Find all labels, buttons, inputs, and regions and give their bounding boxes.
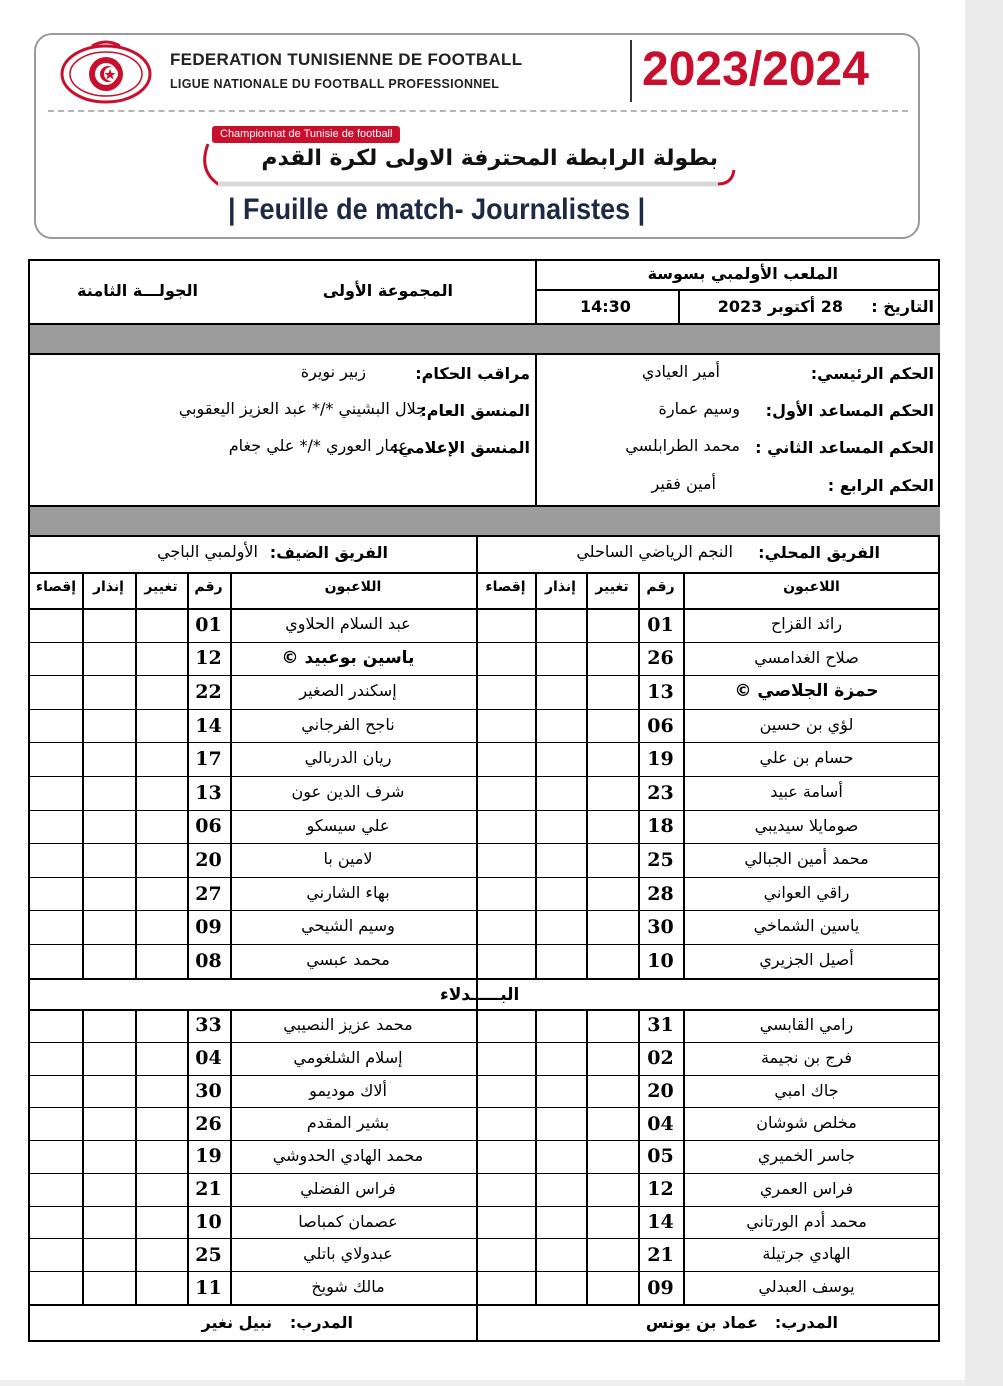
home-subs-player-name: يوسف العبدلي	[758, 1277, 855, 1297]
home-starters-expel-cell[interactable]	[476, 843, 535, 877]
championship-fr-label: Championnat de Tunisie de football	[212, 126, 400, 143]
home-starters-player-name: حمزة الجلاصي ©	[734, 681, 879, 702]
home-subs-player-name: مخلص شوشان	[756, 1113, 857, 1133]
away-subs-sub-cell[interactable]	[135, 1140, 187, 1173]
away-starters-sub-cell[interactable]	[135, 709, 187, 743]
home-subs-expel-cell[interactable]	[476, 1042, 535, 1075]
home-starters-warn-cell[interactable]	[535, 642, 586, 676]
away-starters-sub-cell[interactable]	[135, 910, 187, 944]
away-team-name: الأولمبي الباجي	[157, 542, 258, 561]
away-starters-expel-cell[interactable]	[30, 675, 82, 709]
home-subs-sub-cell[interactable]	[586, 1173, 638, 1206]
home-starters-player-name: صومايلا سيديبي	[754, 815, 859, 835]
away-subs-sub-cell[interactable]	[135, 1173, 187, 1206]
away-starters-number: 27	[195, 882, 222, 905]
observer-name: زبير نويرة	[300, 362, 366, 381]
league-name: LIGUE NATIONALE DU FOOTBALL PROFESSIONNEL	[170, 77, 500, 91]
home-starters-expel-cell[interactable]	[476, 776, 535, 810]
away-subs-expel-cell[interactable]	[30, 1009, 82, 1042]
away-subs-warn-cell[interactable]	[82, 1042, 135, 1075]
away-starters-warn-cell[interactable]	[82, 910, 135, 944]
away-starters-number: 20	[195, 848, 222, 871]
away-starters-sub-cell[interactable]	[135, 944, 187, 978]
away-starters-expel-cell[interactable]	[30, 742, 82, 776]
home-starters-expel-cell[interactable]	[476, 742, 535, 776]
away-subs-warn-cell[interactable]	[82, 1271, 135, 1304]
away-subs-player-name: بشير المقدم	[306, 1113, 390, 1133]
home-subs-expel-cell[interactable]	[476, 1075, 535, 1108]
home-starters-number: 23	[647, 781, 674, 804]
away-starters-expel-cell[interactable]	[30, 709, 82, 743]
home-subs-warn-cell[interactable]	[535, 1042, 586, 1075]
home-starters-number: 26	[647, 647, 674, 670]
away-subs-expel-cell[interactable]	[30, 1042, 82, 1075]
home-starters-sub-cell[interactable]	[586, 944, 638, 978]
away-starters-player-name: علي سيسكو	[306, 815, 390, 835]
away-coach-name: نبيل نغير	[201, 1313, 272, 1332]
away-starters-expel-cell[interactable]	[30, 608, 82, 642]
home-starters-sub-cell[interactable]	[586, 742, 638, 776]
away-subs-player-name: محمد الهادي الحدوشي	[272, 1146, 424, 1166]
federation-name: FEDERATION TUNISIENNE DE FOOTBALL	[170, 50, 523, 69]
away-subs-number: 21	[195, 1178, 222, 1201]
away-subs-number: 11	[195, 1276, 222, 1299]
away-starters-warn-cell[interactable]	[82, 776, 135, 810]
home-subs-player-name: جاك امبي	[774, 1080, 839, 1100]
home-starters-number: 10	[647, 949, 674, 972]
home-starters-warn-cell[interactable]	[535, 608, 586, 642]
match-date: 28 أكتوبر 2023	[717, 297, 843, 316]
home-starters-number: 25	[647, 848, 674, 871]
away-starters-sub-cell[interactable]	[135, 810, 187, 844]
home-starters-player-name: أسامة عبيد	[770, 782, 843, 801]
away-subs-warn-cell[interactable]	[82, 1009, 135, 1042]
away-starters-sub-cell[interactable]	[135, 776, 187, 810]
grid-vline	[683, 572, 685, 978]
championship-ar-title: بطولة الرابطة المحترفة الاولى لكرة القدم	[261, 146, 718, 171]
away-subs-number: 26	[195, 1112, 222, 1135]
away-starters-warn-cell[interactable]	[82, 742, 135, 776]
away-starters-expel-cell[interactable]	[30, 944, 82, 978]
away-subs-player-name: محمد عزيز النصيبي	[283, 1015, 413, 1034]
away-subs-player-name: عصمان كمباصا	[298, 1211, 398, 1231]
fourth-official-label: الحكم الرابع :	[827, 476, 934, 495]
away-starters-player-name: ناجح الفرجاني	[301, 714, 395, 734]
page-edge	[965, 0, 1003, 1386]
away-col-sub-header: تغيير	[144, 579, 178, 595]
home-subs-sub-cell[interactable]	[586, 1140, 638, 1173]
away-col-players-header: اللاعبون	[324, 579, 382, 595]
stadium-name: الملعب الأولمبي بسوسة	[647, 264, 838, 283]
away-starters-warn-cell[interactable]	[82, 709, 135, 743]
info-divider	[535, 261, 537, 323]
referee-name: أمير العيادي	[641, 362, 720, 381]
home-subs-sub-cell[interactable]	[586, 1075, 638, 1108]
away-subs-expel-cell[interactable]	[30, 1173, 82, 1206]
home-subs-sub-cell[interactable]	[586, 1238, 638, 1271]
home-starters-number: 01	[647, 613, 674, 636]
grid-vline	[230, 572, 232, 978]
away-starters-sub-cell[interactable]	[135, 843, 187, 877]
away-subs-sub-cell[interactable]	[135, 1009, 187, 1042]
general-coordinator-names: جلال البشيني */* عبد العزيز اليعقوبي	[178, 399, 426, 418]
grid-vline	[230, 1009, 232, 1304]
away-subs-warn-cell[interactable]	[82, 1173, 135, 1206]
home-subs-player-name: الهادي جرتيلة	[762, 1244, 851, 1264]
home-subs-number: 14	[647, 1211, 674, 1234]
away-starters-sub-cell[interactable]	[135, 742, 187, 776]
home-starters-expel-cell[interactable]	[476, 709, 535, 743]
away-starters-sub-cell[interactable]	[135, 877, 187, 911]
home-subs-number: 05	[647, 1145, 674, 1168]
home-starters-sub-cell[interactable]	[586, 810, 638, 844]
home-coach-name: عماد بن يونس	[645, 1313, 758, 1332]
home-starters-warn-cell[interactable]	[535, 776, 586, 810]
away-starters-number: 17	[195, 748, 222, 771]
away-subs-number: 19	[195, 1145, 222, 1168]
away-starters-number: 08	[195, 949, 222, 972]
home-team-label: الفريق المحلي:	[758, 543, 880, 562]
home-starters-expel-cell[interactable]	[476, 675, 535, 709]
home-starters-number: 30	[647, 916, 674, 939]
away-starters-warn-cell[interactable]	[82, 810, 135, 844]
away-subs-player-name: عبدولاي باتلي	[303, 1244, 393, 1264]
away-starters-expel-cell[interactable]	[30, 776, 82, 810]
away-starters-player-name: ياسين بوعبيد ©	[281, 647, 415, 668]
away-coach-label: المدرب:	[289, 1313, 353, 1332]
home-starters-warn-cell[interactable]	[535, 810, 586, 844]
observer-label: مراقب الحكام:	[415, 364, 530, 383]
away-col-warn-header: إنذار	[92, 579, 124, 595]
home-subs-number: 02	[647, 1047, 674, 1070]
home-starters-player-name: لؤي بن حسين	[759, 714, 854, 734]
kickoff-time: 14:30	[580, 297, 631, 316]
home-subs-warn-cell[interactable]	[535, 1075, 586, 1108]
home-starters-expel-cell[interactable]	[476, 944, 535, 978]
assistant1-label: الحكم المساعد الأول:	[765, 401, 934, 420]
away-starters-warn-cell[interactable]	[82, 877, 135, 911]
home-starters-warn-cell[interactable]	[535, 843, 586, 877]
away-subs-warn-cell[interactable]	[82, 1107, 135, 1140]
assistant1-name: وسيم عمارة	[658, 399, 740, 418]
home-starters-player-name: محمد أمين الجبالي	[744, 849, 869, 869]
home-subs-number: 20	[647, 1079, 674, 1102]
time-divider	[678, 289, 680, 323]
home-subs-warn-cell[interactable]	[535, 1140, 586, 1173]
home-starters-expel-cell[interactable]	[476, 910, 535, 944]
away-subs-sub-cell[interactable]	[135, 1271, 187, 1304]
substitutes-title: البـــــدلاء	[440, 985, 520, 1005]
grid-vline	[683, 1009, 685, 1304]
home-subs-warn-cell[interactable]	[535, 1206, 586, 1239]
home-starters-warn-cell[interactable]	[535, 944, 586, 978]
dashed-divider	[48, 110, 908, 112]
group-label: المجموعة الأولى	[322, 281, 453, 300]
home-subs-number: 31	[647, 1014, 674, 1037]
home-col-expel-header: إقصاء	[485, 579, 526, 595]
away-starters-sub-cell[interactable]	[135, 675, 187, 709]
grey-band-2	[30, 507, 940, 535]
home-starters-expel-cell[interactable]	[476, 810, 535, 844]
away-team-label: الفريق الضيف:	[269, 543, 388, 562]
away-subs-sub-cell[interactable]	[135, 1042, 187, 1075]
away-starters-warn-cell[interactable]	[82, 843, 135, 877]
away-subs-warn-cell[interactable]	[82, 1238, 135, 1271]
home-starters-player-name: أصيل الجزيري	[759, 950, 854, 969]
home-col-warn-header: إنذار	[544, 579, 576, 595]
away-subs-expel-cell[interactable]	[30, 1075, 82, 1108]
assistant2-label: الحكم المساعد الثاني :	[755, 438, 934, 457]
home-starters-warn-cell[interactable]	[535, 675, 586, 709]
divider	[30, 1009, 940, 1011]
round-label: الجولـــة الثامنة	[77, 281, 198, 300]
away-subs-player-name: فراس الفضلي	[300, 1178, 396, 1198]
away-subs-expel-cell[interactable]	[30, 1271, 82, 1304]
home-subs-number: 12	[647, 1178, 674, 1201]
home-subs-expel-cell[interactable]	[476, 1173, 535, 1206]
home-starters-warn-cell[interactable]	[535, 742, 586, 776]
ftf-logo-icon	[58, 38, 154, 104]
home-subs-sub-cell[interactable]	[586, 1206, 638, 1239]
away-subs-player-name: إسلام الشلغومي	[293, 1047, 403, 1067]
home-starters-sub-cell[interactable]	[586, 776, 638, 810]
away-starters-number: 13	[195, 781, 222, 804]
home-starters-number: 06	[647, 714, 674, 737]
officials-divider	[535, 353, 537, 505]
home-starters-expel-cell[interactable]	[476, 608, 535, 642]
home-subs-expel-cell[interactable]	[476, 1107, 535, 1140]
home-subs-warn-cell[interactable]	[535, 1238, 586, 1271]
home-subs-player-name: جاسر الخميري	[757, 1146, 856, 1166]
grey-band-1	[30, 325, 940, 353]
home-starters-player-name: رائد القزاح	[770, 614, 843, 633]
row-line	[30, 1304, 476, 1305]
home-subs-player-name: محمد أدم الورتاني	[746, 1211, 867, 1231]
away-starters-warn-cell[interactable]	[82, 608, 135, 642]
home-subs-number: 21	[647, 1243, 674, 1266]
match-sheet	[28, 259, 940, 1342]
home-starters-player-name: راقي العواني	[763, 882, 850, 902]
away-subs-number: 30	[195, 1079, 222, 1102]
home-starters-warn-cell[interactable]	[535, 709, 586, 743]
away-subs-expel-cell[interactable]	[30, 1238, 82, 1271]
away-starters-warn-cell[interactable]	[82, 944, 135, 978]
home-subs-expel-cell[interactable]	[476, 1271, 535, 1304]
home-starters-number: 19	[647, 748, 674, 771]
away-starters-warn-cell[interactable]	[82, 642, 135, 676]
home-subs-sub-cell[interactable]	[586, 1271, 638, 1304]
away-starters-sub-cell[interactable]	[135, 642, 187, 676]
away-starters-number: 09	[195, 916, 222, 939]
home-starters-expel-cell[interactable]	[476, 877, 535, 911]
assistant2-name: محمد الطرابلسي	[625, 436, 740, 455]
away-subs-warn-cell[interactable]	[82, 1206, 135, 1239]
home-starters-sub-cell[interactable]	[586, 877, 638, 911]
away-starters-expel-cell[interactable]	[30, 877, 82, 911]
home-subs-warn-cell[interactable]	[535, 1271, 586, 1304]
home-subs-number: 09	[647, 1276, 674, 1299]
home-subs-player-name: فراس العمري	[759, 1178, 854, 1198]
away-starters-player-name: إسكندر الصغير	[299, 681, 397, 701]
home-col-number-header: رقم	[646, 579, 675, 595]
away-subs-warn-cell[interactable]	[82, 1140, 135, 1173]
away-subs-sub-cell[interactable]	[135, 1206, 187, 1239]
home-subs-sub-cell[interactable]	[586, 1009, 638, 1042]
home-subs-sub-cell[interactable]	[586, 1042, 638, 1075]
home-starters-sub-cell[interactable]	[586, 843, 638, 877]
home-subs-expel-cell[interactable]	[476, 1009, 535, 1042]
media-coordinator-label: المنسق الإعلامي:	[392, 438, 530, 457]
header-divider	[630, 40, 632, 102]
away-starters-number: 12	[195, 647, 222, 670]
away-starters-player-name: لامين با	[323, 849, 373, 869]
season: 2023/2024	[642, 43, 869, 96]
away-starters-number: 14	[195, 714, 222, 737]
away-starters-number: 06	[195, 815, 222, 838]
away-subs-player-name: ألاك موديمو	[309, 1080, 387, 1100]
home-starters-player-name: ياسين الشماخي	[753, 916, 860, 936]
sheet-title: | Feuille de match- Journalistes |	[228, 193, 646, 226]
divider	[30, 535, 940, 537]
date-label: التاريخ :	[871, 297, 934, 316]
home-subs-player-name: فرج بن نجيمة	[760, 1047, 853, 1067]
home-starters-warn-cell[interactable]	[535, 910, 586, 944]
away-starters-player-name: بهاء الشارني	[306, 882, 390, 902]
home-subs-expel-cell[interactable]	[476, 1238, 535, 1271]
row-line	[476, 1304, 940, 1305]
divider	[30, 572, 940, 574]
away-starters-number: 22	[195, 680, 222, 703]
home-subs-expel-cell[interactable]	[476, 1206, 535, 1239]
away-starters-player-name: محمد عبسي	[306, 950, 390, 969]
home-starters-warn-cell[interactable]	[535, 877, 586, 911]
fourth-official-name: أمين فقير	[651, 474, 716, 493]
home-starters-number: 18	[647, 815, 674, 838]
home-subs-sub-cell[interactable]	[586, 1107, 638, 1140]
home-starters-player-name: صلاح الغدامسي	[754, 647, 859, 667]
away-subs-number: 04	[195, 1047, 222, 1070]
away-subs-number: 25	[195, 1243, 222, 1266]
home-starters-number: 13	[647, 680, 674, 703]
away-starters-expel-cell[interactable]	[30, 642, 82, 676]
home-starters-sub-cell[interactable]	[586, 642, 638, 676]
stadium-divider	[535, 289, 940, 291]
home-subs-expel-cell[interactable]	[476, 1140, 535, 1173]
away-starters-player-name: ريان الدربالي	[304, 748, 392, 768]
away-starters-expel-cell[interactable]	[30, 843, 82, 877]
away-subs-expel-cell[interactable]	[30, 1206, 82, 1239]
home-team-name: النجم الرياضي الساحلي	[576, 542, 733, 561]
home-subs-warn-cell[interactable]	[535, 1107, 586, 1140]
away-subs-player-name: مالك شويخ	[311, 1277, 385, 1297]
divider	[30, 353, 940, 355]
home-starters-number: 28	[647, 882, 674, 905]
home-starters-sub-cell[interactable]	[586, 709, 638, 743]
home-starters-expel-cell[interactable]	[476, 642, 535, 676]
away-subs-expel-cell[interactable]	[30, 1107, 82, 1140]
home-starters-sub-cell[interactable]	[586, 675, 638, 709]
away-subs-sub-cell[interactable]	[135, 1075, 187, 1108]
away-starters-expel-cell[interactable]	[30, 810, 82, 844]
home-subs-player-name: رامي القابسي	[759, 1015, 854, 1034]
home-starters-sub-cell[interactable]	[586, 910, 638, 944]
home-subs-warn-cell[interactable]	[535, 1009, 586, 1042]
away-col-number-header: رقم	[194, 579, 223, 595]
divider	[30, 978, 940, 980]
away-starters-player-name: وسيم الشيحي	[301, 916, 395, 936]
general-coordinator-label: المنسق العام:	[420, 401, 530, 420]
media-coordinator-names: عمار العوري */* علي جغام	[228, 436, 408, 455]
home-starters-sub-cell[interactable]	[586, 608, 638, 642]
home-subs-number: 04	[647, 1112, 674, 1135]
away-subs-sub-cell[interactable]	[135, 1238, 187, 1271]
away-starters-expel-cell[interactable]	[30, 910, 82, 944]
away-subs-expel-cell[interactable]	[30, 1140, 82, 1173]
home-subs-warn-cell[interactable]	[535, 1173, 586, 1206]
away-subs-sub-cell[interactable]	[135, 1107, 187, 1140]
referee-label: الحكم الرئيسي:	[810, 364, 934, 383]
away-starters-warn-cell[interactable]	[82, 675, 135, 709]
away-subs-number: 33	[195, 1014, 222, 1037]
away-starters-number: 01	[195, 613, 222, 636]
home-coach-label: المدرب:	[774, 1313, 838, 1332]
away-subs-number: 10	[195, 1211, 222, 1234]
home-starters-player-name: حسام بن علي	[759, 748, 854, 768]
away-subs-warn-cell[interactable]	[82, 1075, 135, 1108]
away-col-expel-header: إقصاء	[35, 579, 77, 595]
away-starters-player-name: عبد السلام الحلاوي	[285, 614, 411, 633]
divider	[30, 608, 940, 610]
home-col-sub-header: تغيير	[595, 579, 629, 595]
home-col-players-header: اللاعبون	[783, 579, 840, 595]
away-starters-player-name: شرف الدين عون	[291, 782, 405, 801]
away-starters-sub-cell[interactable]	[135, 608, 187, 642]
